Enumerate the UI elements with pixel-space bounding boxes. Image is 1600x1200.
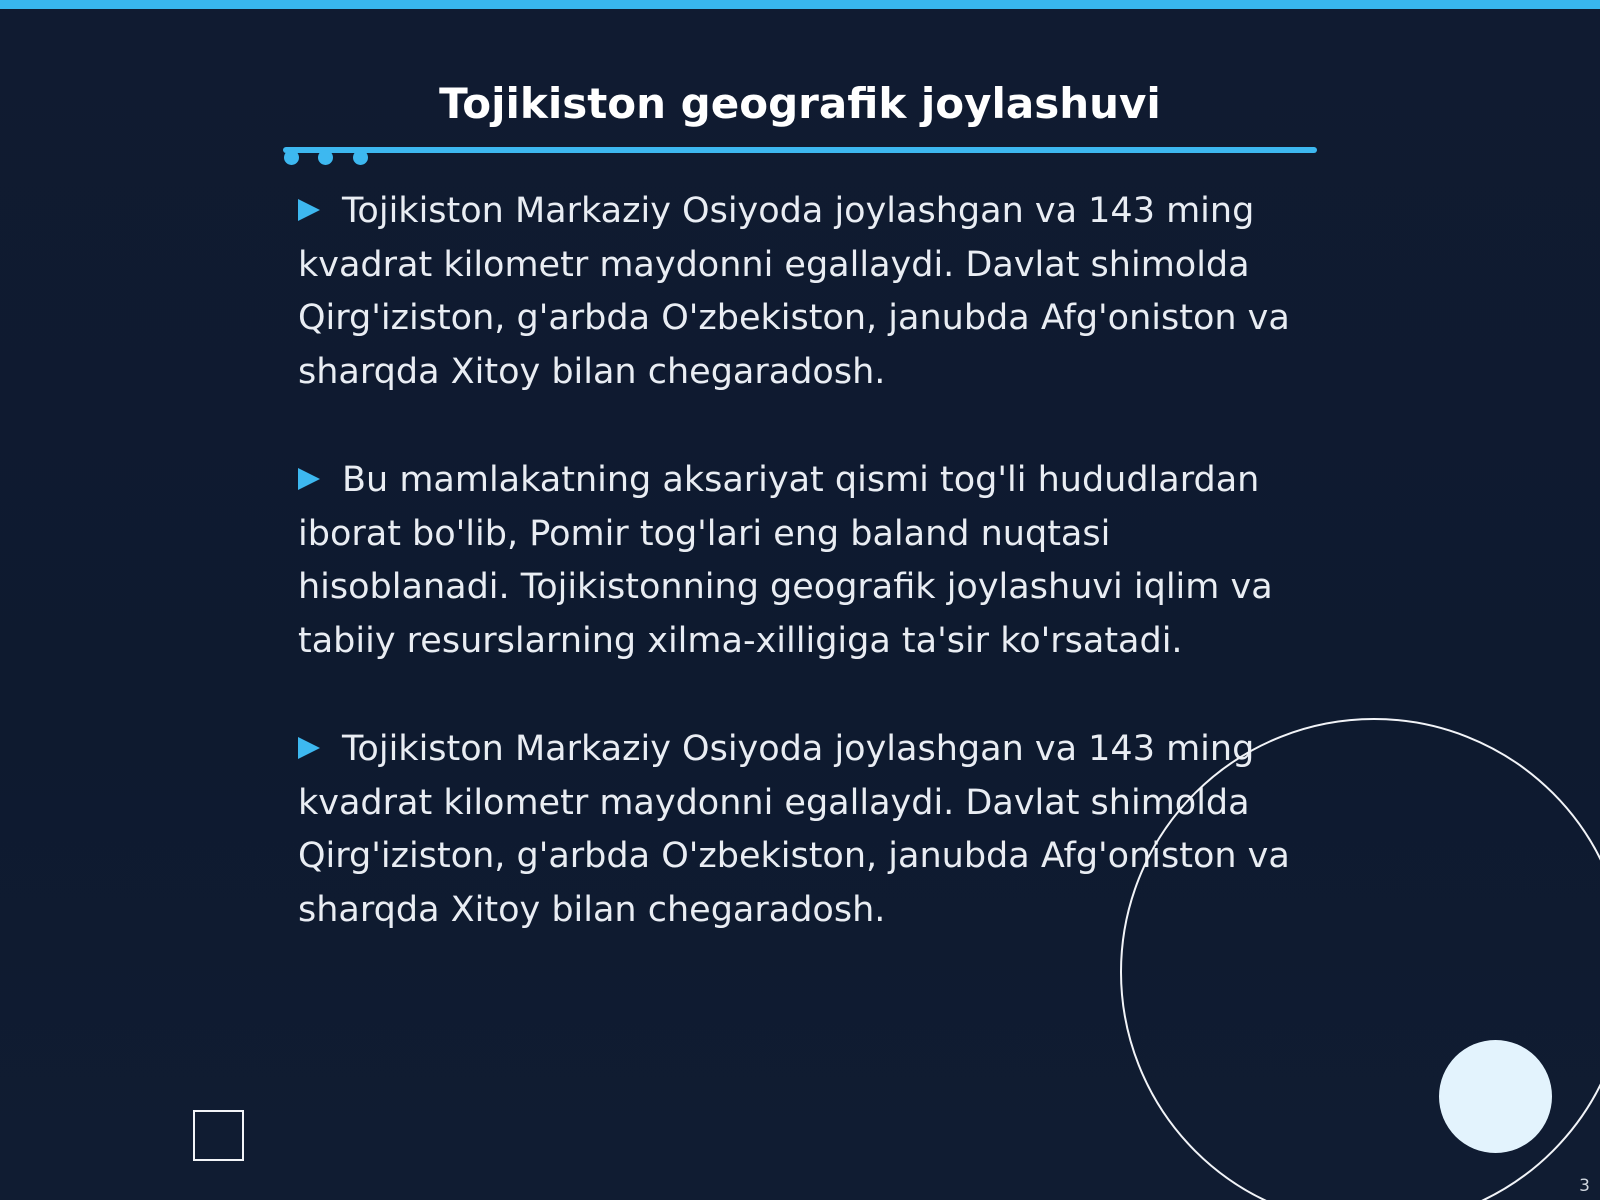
slide-number: 3: [1579, 1176, 1590, 1196]
decorative-dot: [353, 150, 368, 165]
triangle-right-icon: [298, 737, 320, 759]
decorative-dot: [318, 150, 333, 165]
slide-title: Tojikiston geografik joylashuvi: [439, 79, 1161, 128]
bullet-text: Tojikiston Markaziy Osiyoda joylashgan va 143 ming kvadrat kilometr maydonni egallaydi. Davlat shimolda Qirg'iziston, g'arbda O'zbekiston, janubda Afg'oniston va sharqda Xitoy bilan chegaradosh.: [298, 191, 1290, 392]
triangle-right-icon: [298, 468, 320, 490]
decorative-dot: [284, 150, 299, 165]
bullet-text: Bu mamlakatning aksariyat qismi tog'li hududlardan iborat bo'lib, Pomir tog'lari eng baland nuqtasi hisoblanadi. Tojikistonning geografik joylashuvi iqlim va tabiiy resurslarning xilma-xilligiga ta'sir ko'rsatadi.: [298, 460, 1273, 661]
top-accent-bar: [0, 0, 1600, 9]
bullet-item: [298, 454, 1308, 668]
bullet-text: Tojikiston Markaziy Osiyoda joylashgan va 143 ming kvadrat kilometr maydonni egallaydi. Davlat shimolda Qirg'iziston, g'arbda O'zbekiston, janubda Afg'oniston va sharqda Xitoy bilan chegaradosh.: [298, 729, 1290, 930]
bullet-item: [298, 185, 1308, 399]
decorative-disc: [1439, 1040, 1552, 1153]
decorative-square-outline: [193, 1110, 244, 1161]
triangle-right-icon: [298, 199, 320, 221]
title-underline: [283, 147, 1317, 153]
